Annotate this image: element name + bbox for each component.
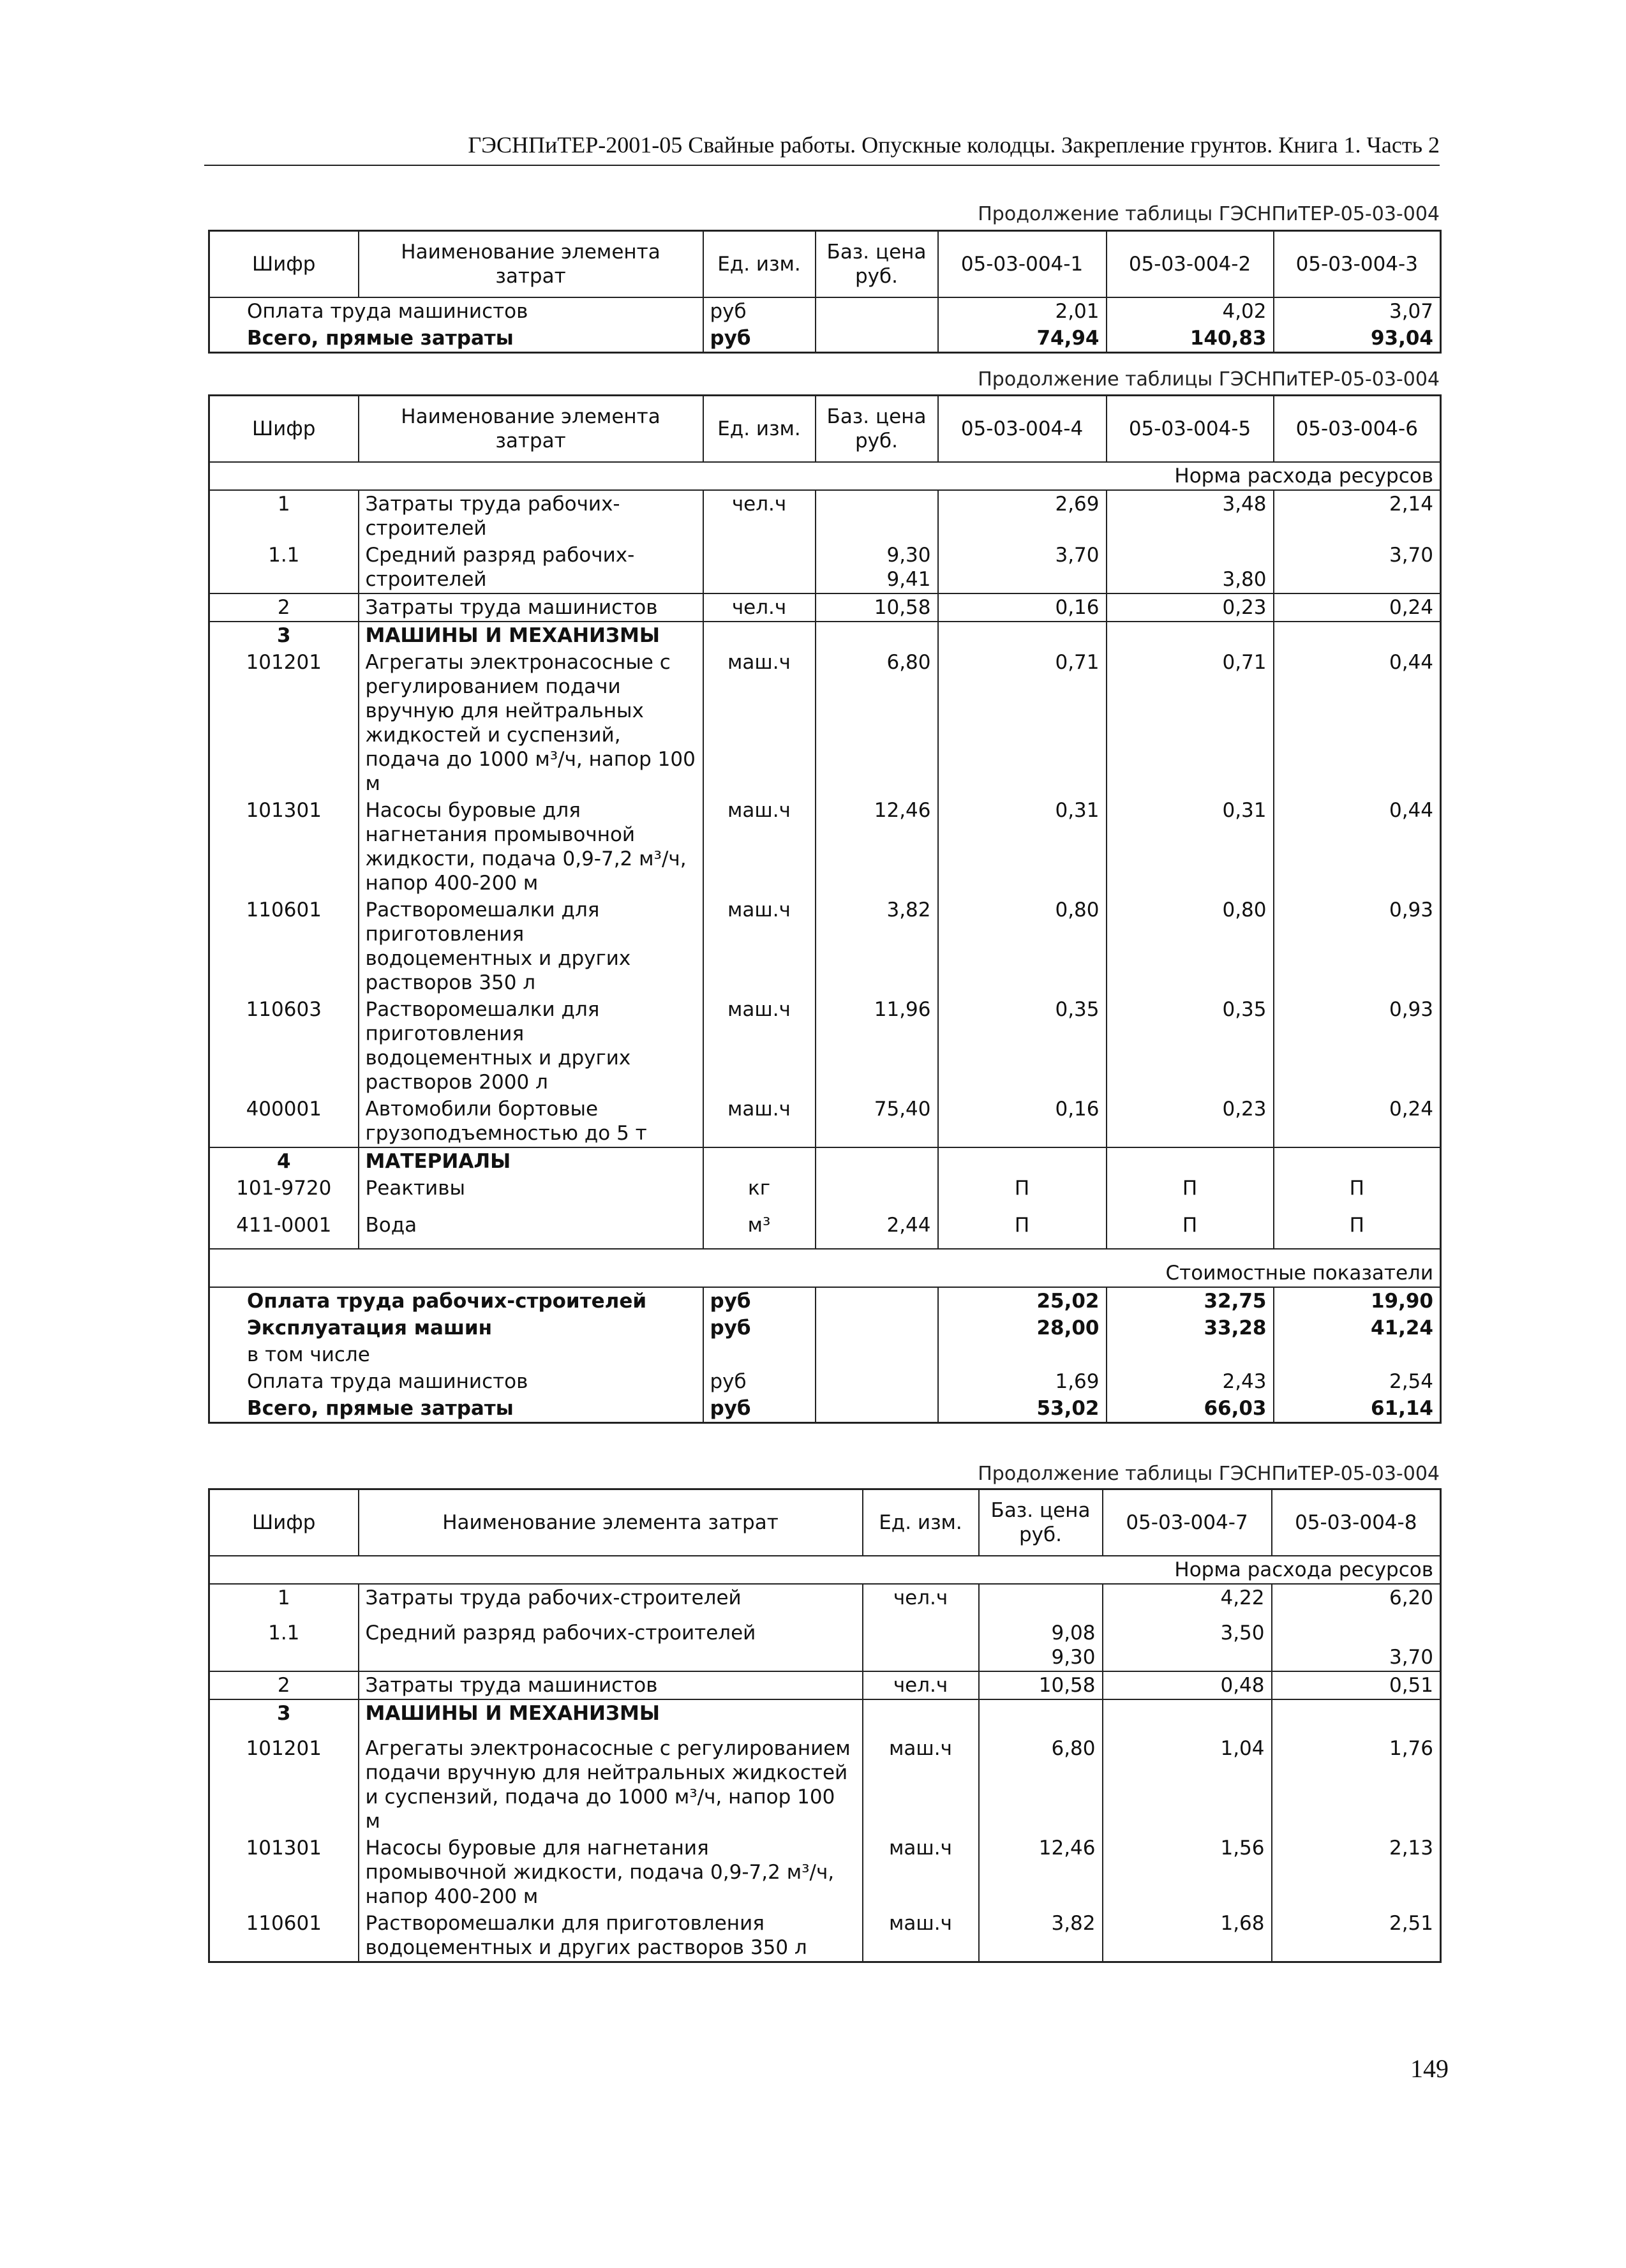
table-row bbox=[209, 649, 1441, 797]
cost-v3: 61,14 bbox=[1370, 1396, 1433, 1420]
row-v3: П bbox=[1349, 1176, 1364, 1200]
row-unit: руб bbox=[703, 297, 816, 325]
row-v3: 0,44 bbox=[1389, 798, 1433, 822]
table-row bbox=[209, 1735, 1441, 1835]
table-row bbox=[209, 325, 1441, 353]
row-v3: 2,14 bbox=[1389, 492, 1433, 516]
col-v1-header: 05-03-004-7 bbox=[1103, 1489, 1272, 1556]
section-row bbox=[209, 1147, 1441, 1175]
row-code: 110601 bbox=[209, 1910, 359, 1962]
cost-v2: 32,75 bbox=[1107, 1287, 1274, 1315]
row-v2: 4,02 bbox=[1107, 297, 1274, 325]
row-code: 110603 bbox=[209, 996, 359, 1096]
table2-caption: Продолжение таблицы ГЭСНПиТЕР-05-03-004 bbox=[978, 368, 1440, 391]
row-price: 10,58 bbox=[816, 593, 938, 622]
col-price-header: Баз. цена руб. bbox=[816, 231, 938, 297]
row-v1: 1,56 bbox=[1103, 1835, 1272, 1910]
row-code: 101201 bbox=[209, 649, 359, 797]
row-name: Растворомешалки для приготовления водоцементных и других растворов 2000 л bbox=[359, 996, 703, 1096]
table3-caption: Продолжение таблицы ГЭСНПиТЕР-05-03-004 bbox=[978, 1463, 1440, 1485]
row-name: МАШИНЫ И МЕХАНИЗМЫ bbox=[359, 1699, 863, 1735]
row-unit: маш.ч bbox=[703, 649, 816, 797]
row-name: Растворомешалки для приготовления водоцементных и других растворов 350 л bbox=[359, 1910, 863, 1962]
row-v2: 2,13 bbox=[1389, 1836, 1433, 1860]
cost-v3 bbox=[1274, 1341, 1441, 1368]
row-v2: 0,31 bbox=[1107, 797, 1274, 897]
row-code: 1.1 bbox=[209, 542, 359, 593]
col-v2-header: 05-03-004-5 bbox=[1107, 396, 1274, 462]
row-code: 1.1 bbox=[209, 1620, 359, 1671]
row-v3: 3,70 bbox=[1389, 543, 1433, 567]
row-v3: 0,93 bbox=[1389, 898, 1433, 921]
row-v3: 0,24 bbox=[1389, 1097, 1433, 1121]
row-v2: 0,23 bbox=[1107, 1096, 1274, 1147]
cost-unit bbox=[703, 1341, 816, 1368]
row-name: Затраты труда машинистов bbox=[359, 1671, 863, 1699]
row-code: 1 bbox=[209, 1584, 359, 1620]
table-row bbox=[209, 897, 1441, 996]
row-unit bbox=[703, 542, 816, 593]
row-price: 9,30 bbox=[886, 543, 931, 567]
row-v2: 0,80 bbox=[1107, 897, 1274, 996]
cost-v3: 2,54 bbox=[1389, 1369, 1433, 1393]
row-code: 3 bbox=[209, 622, 359, 649]
row-unit: маш.ч bbox=[863, 1835, 979, 1910]
table3 bbox=[208, 1488, 1442, 1963]
row-price-pair bbox=[979, 1620, 1103, 1671]
row-price bbox=[816, 1175, 938, 1212]
row-v2: 6,20 bbox=[1389, 1586, 1433, 1609]
norm-label: Норма расхода ресурсов bbox=[1174, 1558, 1433, 1581]
cost-row bbox=[209, 1341, 1441, 1368]
col-price-header: Баз. цена руб. bbox=[816, 396, 938, 462]
cost-row bbox=[209, 1315, 1441, 1341]
row-v1: 0,16 bbox=[938, 1096, 1107, 1147]
row-name: Средний разряд рабочих-строителей bbox=[359, 1620, 863, 1671]
row-v3: 3,07 bbox=[1389, 299, 1433, 323]
col-name-header: Наименование элемента затрат bbox=[359, 396, 703, 462]
cost-v3: 19,90 bbox=[1370, 1289, 1433, 1313]
cost-name: Эксплуатация машин bbox=[209, 1315, 703, 1341]
row-v1: 0,31 bbox=[938, 797, 1107, 897]
row-name: Затраты труда рабочих-строителей bbox=[359, 1584, 863, 1620]
table1 bbox=[208, 230, 1442, 354]
row-v1: 0,48 bbox=[1103, 1671, 1272, 1699]
row-code: 411-0001 bbox=[209, 1212, 359, 1249]
col-name-header: Наименование элемента затрат bbox=[359, 231, 703, 297]
cost-name: Оплата труда машинистов bbox=[209, 1368, 703, 1395]
table-row bbox=[209, 593, 1441, 622]
row-v1: 4,22 bbox=[1103, 1584, 1272, 1620]
row-price: 12,46 bbox=[816, 797, 938, 897]
row-price-2: 9,41 bbox=[886, 567, 931, 591]
row-code: 4 bbox=[209, 1147, 359, 1175]
row-v2: 0,71 bbox=[1107, 649, 1274, 797]
row-unit: маш.ч bbox=[703, 797, 816, 897]
cost-v1 bbox=[938, 1341, 1107, 1368]
col-v2-header: 05-03-004-8 bbox=[1272, 1489, 1441, 1556]
col-unit-header: Ед. изм. bbox=[703, 396, 816, 462]
row-v2: 0,23 bbox=[1107, 593, 1274, 622]
cost-unit: руб bbox=[703, 1315, 816, 1341]
cost-v2 bbox=[1107, 1341, 1274, 1368]
col-price-header: Баз. цена руб. bbox=[979, 1489, 1103, 1556]
col-code-header: Шифр bbox=[209, 1489, 359, 1556]
table-row bbox=[209, 1620, 1441, 1671]
row-name: Затраты труда рабочих-строителей bbox=[359, 490, 703, 542]
row-name: МАТЕРИАЛЫ bbox=[359, 1147, 703, 1175]
table-row bbox=[209, 1671, 1441, 1699]
row-unit bbox=[863, 1620, 979, 1671]
row-v2: 0,35 bbox=[1107, 996, 1274, 1096]
cost-v3: 41,24 bbox=[1370, 1316, 1433, 1339]
row-price: 6,80 bbox=[979, 1735, 1103, 1835]
table-row bbox=[209, 797, 1441, 897]
row-name: Оплата труда машинистов bbox=[209, 297, 703, 325]
cost-v1: 25,02 bbox=[938, 1287, 1107, 1315]
row-v1: 2,01 bbox=[938, 297, 1107, 325]
row-v2: 0,51 bbox=[1389, 1673, 1433, 1697]
col-v2-header: 05-03-004-2 bbox=[1107, 231, 1274, 297]
table1-caption: Продолжение таблицы ГЭСНПиТЕР-05-03-004 bbox=[978, 203, 1440, 225]
row-unit: маш.ч bbox=[703, 897, 816, 996]
row-price: 12,46 bbox=[979, 1835, 1103, 1910]
cost-label: Стоимостные показатели bbox=[1165, 1261, 1433, 1285]
cost-v1: 1,69 bbox=[938, 1368, 1107, 1395]
row-price-2: 9,30 bbox=[1051, 1645, 1096, 1669]
row-code: 2 bbox=[209, 593, 359, 622]
cost-row bbox=[209, 1395, 1441, 1423]
col-v3-header: 05-03-004-3 bbox=[1274, 231, 1441, 297]
row-code: 3 bbox=[209, 1699, 359, 1735]
row-price bbox=[816, 297, 938, 325]
table3-header-row bbox=[209, 1489, 1441, 1556]
row-price bbox=[979, 1584, 1103, 1620]
row-price bbox=[816, 325, 938, 353]
row-v1: 0,16 bbox=[938, 593, 1107, 622]
col-v1-header: 05-03-004-4 bbox=[938, 396, 1107, 462]
cost-unit: руб bbox=[703, 1395, 816, 1423]
cost-unit: руб bbox=[703, 1368, 816, 1395]
cost-unit: руб bbox=[703, 1287, 816, 1315]
row-name: Насосы буровые для нагнетания промывочной жидкости, подача 0,9-7,2 м³/ч, напор 400-200 м bbox=[359, 1835, 863, 1910]
col-name-header: Наименование элемента затрат bbox=[359, 1489, 863, 1556]
table2 bbox=[208, 394, 1442, 1424]
row-name: Агрегаты электронасосные с регулированием подачи вручную для нейтральных жидкостей и суспензий, подача до 1000 м³/ч, напор 100 м bbox=[359, 1735, 863, 1835]
row-price-pair bbox=[816, 542, 938, 593]
row-v1: 74,94 bbox=[938, 325, 1107, 353]
cost-row bbox=[209, 1287, 1441, 1315]
row-unit: чел.ч bbox=[703, 593, 816, 622]
table1-header-row bbox=[209, 231, 1441, 297]
col-code-header: Шифр bbox=[209, 231, 359, 297]
col-unit-header: Ед. изм. bbox=[703, 231, 816, 297]
table-row bbox=[209, 490, 1441, 542]
table-row bbox=[209, 1835, 1441, 1910]
table-row bbox=[209, 1096, 1441, 1147]
row-v3: 0,24 bbox=[1389, 595, 1433, 619]
row-v2: 3,48 bbox=[1107, 490, 1274, 542]
row-name: МАШИНЫ И МЕХАНИЗМЫ bbox=[359, 622, 703, 649]
row-unit: кг bbox=[703, 1175, 816, 1212]
cost-name: в том числе bbox=[209, 1341, 703, 1368]
row-v2: П bbox=[1107, 1212, 1274, 1249]
section-row bbox=[209, 622, 1441, 649]
row-v1: П bbox=[938, 1212, 1107, 1249]
row-v1: 0,71 bbox=[938, 649, 1107, 797]
row-v1: П bbox=[938, 1175, 1107, 1212]
col-unit-header: Ед. изм. bbox=[863, 1489, 979, 1556]
row-code: 101-9720 bbox=[209, 1175, 359, 1212]
row-v1: 0,35 bbox=[938, 996, 1107, 1096]
row-v1: 3,70 bbox=[938, 542, 1107, 593]
table-row bbox=[209, 542, 1441, 593]
row-v1: 3,50 bbox=[1103, 1620, 1272, 1671]
row-price: 75,40 bbox=[816, 1096, 938, 1147]
norm-label-row bbox=[209, 462, 1441, 490]
row-v1: 0,80 bbox=[938, 897, 1107, 996]
cost-label-row bbox=[209, 1249, 1441, 1287]
row-v3: П bbox=[1349, 1213, 1364, 1237]
row-v1: 2,69 bbox=[938, 490, 1107, 542]
row-v3: 93,04 bbox=[1370, 326, 1433, 350]
row-name: Автомобили бортовые грузоподъемностью до 5 т bbox=[359, 1096, 703, 1147]
cost-v1: 28,00 bbox=[938, 1315, 1107, 1341]
row-price: 6,80 bbox=[816, 649, 938, 797]
row-code: 1 bbox=[209, 490, 359, 542]
row-v2: 140,83 bbox=[1107, 325, 1274, 353]
row-unit: чел.ч bbox=[703, 490, 816, 542]
row-code: 101201 bbox=[209, 1735, 359, 1835]
cost-v2: 33,28 bbox=[1107, 1315, 1274, 1341]
row-unit: чел.ч bbox=[863, 1584, 979, 1620]
row-price: 2,44 bbox=[816, 1212, 938, 1249]
row-v1: 1,68 bbox=[1103, 1910, 1272, 1962]
row-v1: 1,04 bbox=[1103, 1735, 1272, 1835]
row-price: 11,96 bbox=[816, 996, 938, 1096]
cost-row bbox=[209, 1368, 1441, 1395]
cost-v1: 53,02 bbox=[938, 1395, 1107, 1423]
row-code: 2 bbox=[209, 1671, 359, 1699]
table-row bbox=[209, 297, 1441, 325]
row-code: 101301 bbox=[209, 797, 359, 897]
row-price: 3,82 bbox=[979, 1910, 1103, 1962]
table-row bbox=[209, 1910, 1441, 1962]
row-price: 9,08 bbox=[1051, 1621, 1096, 1645]
row-unit: маш.ч bbox=[703, 996, 816, 1096]
cost-name: Оплата труда рабочих-строителей bbox=[209, 1287, 703, 1315]
row-name: Затраты труда машинистов bbox=[359, 593, 703, 622]
table-row bbox=[209, 1212, 1441, 1249]
row-unit: маш.ч bbox=[703, 1096, 816, 1147]
table-row bbox=[209, 1584, 1441, 1620]
row-v2: 2,51 bbox=[1389, 1911, 1433, 1935]
row-unit: руб bbox=[703, 325, 816, 353]
row-name: Насосы буровые для нагнетания промывочной жидкости, подача 0,9-7,2 м³/ч, напор 400-200 м bbox=[359, 797, 703, 897]
row-price: 3,82 bbox=[816, 897, 938, 996]
row-code: 110601 bbox=[209, 897, 359, 996]
row-code: 101301 bbox=[209, 1835, 359, 1910]
row-name: Реактивы bbox=[359, 1175, 703, 1212]
col-v3-header: 05-03-004-6 bbox=[1274, 396, 1441, 462]
row-v3: 0,93 bbox=[1389, 997, 1433, 1021]
row-price bbox=[816, 490, 938, 542]
norm-label: Норма расхода ресурсов bbox=[1174, 464, 1433, 488]
row-name: Агрегаты электронасосные с регулированием подачи вручную для нейтральных жидкостей и суспензий, подача до 1000 м³/ч, напор 100 м bbox=[359, 649, 703, 797]
cost-name: Всего, прямые затраты bbox=[209, 1395, 703, 1423]
section-row bbox=[209, 1699, 1441, 1735]
row-v2: П bbox=[1107, 1175, 1274, 1212]
row-v2: 1,76 bbox=[1389, 1736, 1433, 1760]
row-v2: 3,80 bbox=[1107, 542, 1274, 593]
table-row bbox=[209, 996, 1441, 1096]
row-name: Вода bbox=[359, 1212, 703, 1249]
row-unit: маш.ч bbox=[863, 1910, 979, 1962]
cost-v2: 66,03 bbox=[1107, 1395, 1274, 1423]
row-price: 10,58 bbox=[979, 1671, 1103, 1699]
row-unit: маш.ч bbox=[863, 1735, 979, 1835]
row-code: 400001 bbox=[209, 1096, 359, 1147]
col-v1-header: 05-03-004-1 bbox=[938, 231, 1107, 297]
row-v2: 3,70 bbox=[1389, 1645, 1433, 1669]
cost-v2: 2,43 bbox=[1107, 1368, 1274, 1395]
col-code-header: Шифр bbox=[209, 396, 359, 462]
norm-label-row bbox=[209, 1556, 1441, 1584]
row-name: Всего, прямые затраты bbox=[209, 325, 703, 353]
table-row bbox=[209, 1175, 1441, 1212]
table2-header-row bbox=[209, 396, 1441, 462]
row-unit: чел.ч bbox=[863, 1671, 979, 1699]
row-v3: 0,44 bbox=[1389, 650, 1433, 674]
row-name: Растворомешалки для приготовления водоцементных и других растворов 350 л bbox=[359, 897, 703, 996]
row-name: Средний разряд рабочих-строителей bbox=[359, 542, 703, 593]
running-header: ГЭСНПиТЕР-2001-05 Свайные работы. Опускные колодцы. Закрепление грунтов. Книга 1. Часть 2 bbox=[204, 131, 1440, 166]
page-number: 149 bbox=[1410, 2054, 1449, 2083]
row-unit: м³ bbox=[703, 1212, 816, 1249]
